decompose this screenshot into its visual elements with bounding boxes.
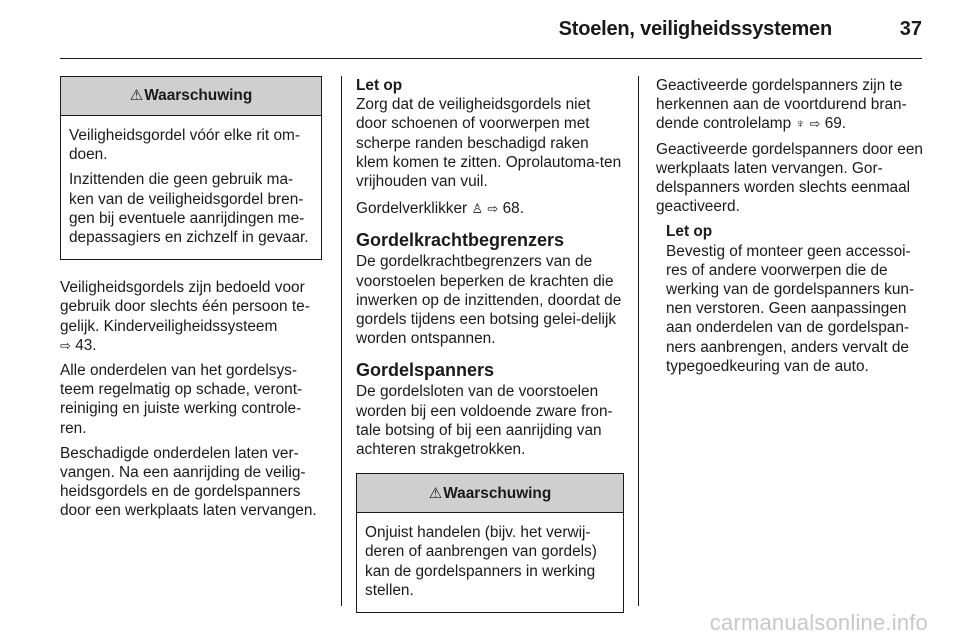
paragraph (656, 76, 924, 134)
warning-header (357, 474, 623, 513)
page-number: 37 (899, 18, 922, 40)
seatbelt-reminder-icon: ♙ (471, 201, 484, 217)
warning-box (356, 473, 624, 613)
warning-triangle-icon: ⚠ (129, 87, 144, 105)
warning-title: Waarschuwing (443, 484, 552, 502)
column-2 (356, 76, 624, 631)
note (656, 222, 924, 376)
column-1 (60, 76, 322, 527)
warning-title: Waarschuwing (144, 87, 253, 105)
warning-triangle-icon: ⚠ (428, 484, 443, 502)
paragraph: De gordelsloten van de voorstoelen worden bij een voldoende zware fron-tale botsing of bij een aanrijding van achteren strakgetrokken. (356, 383, 613, 459)
note (356, 76, 624, 191)
paragraph: Beschadigde onderdelen laten ver-vangen. Na een aanrijding de veilig-heidsgordels en de gordelspanners door een werkplaats laten vervangen. (60, 444, 317, 520)
page-reference-icon: ⇨ (60, 337, 71, 353)
warning-text: Inzittenden die geen gebruik ma-ken van de veiligheidsgordel bren-gen bij eventuele aanrijdingen me-depassagiers en zichzelf in gevaar. (69, 171, 309, 247)
watermark: carmanualsonline.info (709, 610, 928, 635)
warning-header (61, 77, 321, 116)
warning-text: Veiligheidsgordel vóór elke rit om-doen. (69, 127, 300, 164)
airbag-warning-lamp-icon: ♆ (795, 116, 806, 132)
header-rule (60, 58, 922, 59)
page-reference: 68. (502, 200, 524, 218)
warning-body (61, 116, 321, 259)
paragraph: Geactiveerde gordelspanners door een werkplaats laten vervangen. Gor-delspanners worden slechts eenmaal geactiveerd. (656, 140, 923, 216)
column-3 (656, 76, 924, 384)
paragraph (356, 199, 624, 218)
page-reference-icon: ⇨ (487, 201, 499, 217)
paragraph-text: Veiligheidsgordels zijn bedoeld voor gebruik door slechts één persoon te-gelijk. Kinderveiligheidssysteem (60, 279, 310, 335)
column-divider-1 (341, 76, 342, 606)
paragraph: De gordelkrachtbegrenzers van de voorstoelen beperken de krachten die inwerken op de inzittenden, doordat de gordels tijdens een botsing gelei-delijk worden ontspannen. (356, 253, 622, 348)
page-reference-icon: ⇨ (809, 116, 821, 132)
page-reference: 69. (824, 115, 847, 133)
note-title: Let op (356, 77, 403, 94)
column-divider-2 (638, 76, 639, 606)
paragraph-text: Geactiveerde gordelspanners zijn te herkennen aan de voortdurend bran-dende controlelamp (656, 77, 907, 133)
note-title: Let op (666, 223, 713, 241)
section-heading: Gordelspanners (356, 360, 495, 381)
warning-body (357, 513, 623, 612)
warning-box (60, 76, 322, 260)
page-title: Stoelen, veiligheidssystemen (558, 18, 832, 40)
paragraph-text: Gordelverklikker (356, 200, 468, 218)
page-reference: 43. (75, 336, 97, 354)
section-heading: Gordelkrachtbegrenzers (356, 230, 565, 251)
note-text: Zorg dat de veiligheidsgordels niet door schoenen of voorwerpen met scherpe randen beschadigd raken klem komen te zitten. Oprolautoma-ten vrijhouden van vuil. (356, 96, 622, 191)
note-text: Bevestig of monteer geen accessoi-res of andere voorwerpen die de werking van de gordelspanners kun-nen verstoren. Geen aanpassingen aan onderdelen van de gordelspan-ners aanbrengen, anders vervalt de typegoedkeuring van de auto. (666, 242, 915, 375)
paragraph: Alle onderdelen van het gordelsys-teem regelmatig op schade, veront-reiniging en juiste werking controle-ren. (60, 362, 303, 437)
warning-text: Onjuist handelen (bijv. het verwij-deren of aanbrengen van gordels) kan de gordelspanners in werking stellen. (365, 524, 597, 599)
paragraph (60, 278, 322, 355)
